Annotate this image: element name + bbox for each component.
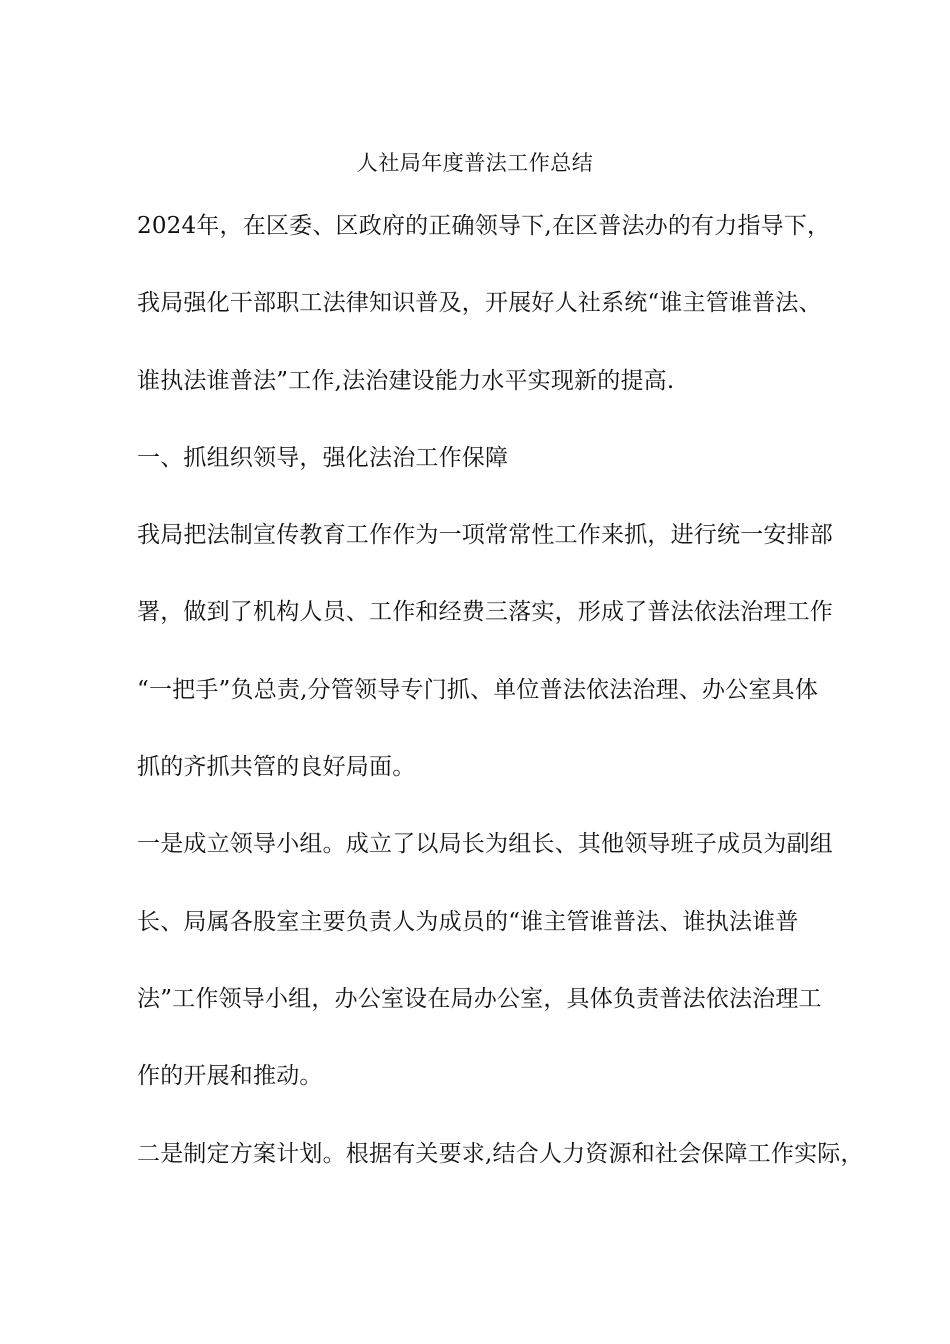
text-line: 抓的齐抓共管的良好局面。 xyxy=(137,754,416,781)
text-line: 一是成立领导小组。成立了以局长为组长、其他领导班子成员为副组 xyxy=(137,831,833,858)
document-title: 人社局年度普法工作总结 xyxy=(356,151,594,175)
text-line: “一把手”负总责,分管领导专门抓、单位普法依法治理、办公室具体 xyxy=(137,676,819,703)
text-line: 法”工作领导小组，办公室设在局办公室，具体负责普法依法治理工 xyxy=(137,985,822,1012)
text-line: 二是制定方案计划。根据有关要求,结合人力资源和社会保障工作实际， xyxy=(137,1140,864,1167)
text-line: 我局把法制宣传教育工作作为一项常常性工作来抓，进行统一安排部 xyxy=(137,522,833,549)
section-heading: 一、抓组织领导，强化法治工作保障 xyxy=(137,444,509,471)
document-body xyxy=(137,207,864,1212)
text-line: 作的开展和推动。 xyxy=(137,1063,323,1090)
text-line: 谁执法谁普法”工作,法治建设能力水平实现新的提高. xyxy=(137,367,675,394)
text-line: 署，做到了机构人员、工作和经费三落实，形成了普法依法治理工作 xyxy=(137,599,833,626)
text-line: 2024年，在区委、区政府的正确领导下,在区普法办的有力指导下， xyxy=(137,213,831,239)
text-line: 长、局属各股室主要负责人为成员的“谁主管谁普法、谁执法谁普 xyxy=(137,908,799,935)
text-line: 我局强化干部职工法律知识普及，开展好人社系统“谁主管谁普法、 xyxy=(137,290,822,317)
